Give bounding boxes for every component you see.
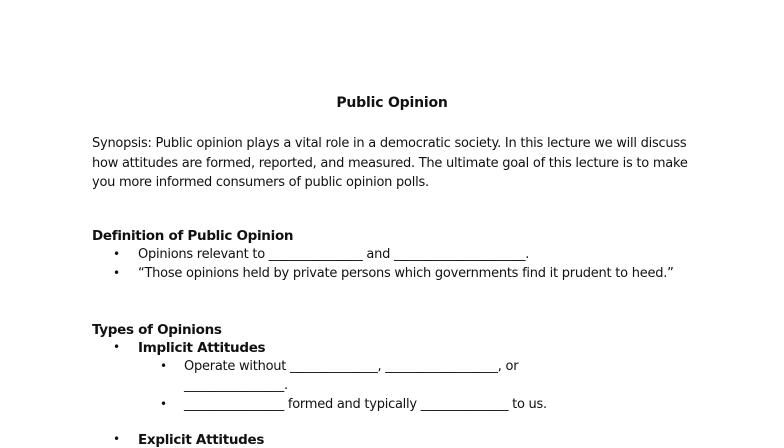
implicit-bullet-1 [160, 359, 519, 374]
definition-bullet-1 [113, 247, 530, 262]
bullet-icon: • [113, 340, 120, 354]
definition-bullet-2 [113, 266, 674, 281]
explicit-attitudes-label: Explicit Attitudes [138, 432, 265, 448]
bullet-text: “Those opinions held by private persons which governments find it prudent to heed.” [138, 266, 674, 281]
bullet-text: ________________. [184, 378, 288, 393]
implicit-bullet-2 [160, 397, 547, 412]
implicit-bullet-1-continuation [184, 378, 288, 393]
bullet-icon: • [113, 266, 120, 280]
section-heading-definition: Definition of Public Opinion [92, 228, 294, 244]
section-heading-types: Types of Opinions [92, 322, 222, 338]
explicit-attitudes-item [113, 432, 265, 448]
bullet-text: Opinions relevant to _______________ and _____________________. [138, 247, 530, 262]
bullet-icon: • [113, 247, 120, 261]
synopsis-paragraph: Synopsis: Public opinion plays a vital role in a democratic society. In this lecture we will discuss how attitudes are formed, reported, and measured. The ultimate goal of this lecture is to make you more informed consumers of public opinion polls. [92, 136, 688, 190]
bullet-icon: • [160, 397, 167, 411]
implicit-attitudes-label: Implicit Attitudes [138, 340, 266, 356]
bullet-text: Operate without ______________, __________________, or [184, 359, 519, 374]
bullet-text: ________________ formed and typically ______________ to us. [184, 397, 547, 412]
bullet-icon: • [113, 432, 120, 446]
document-title: Public Opinion [336, 95, 448, 111]
bullet-icon: • [160, 359, 167, 373]
implicit-attitudes-item [113, 340, 266, 356]
